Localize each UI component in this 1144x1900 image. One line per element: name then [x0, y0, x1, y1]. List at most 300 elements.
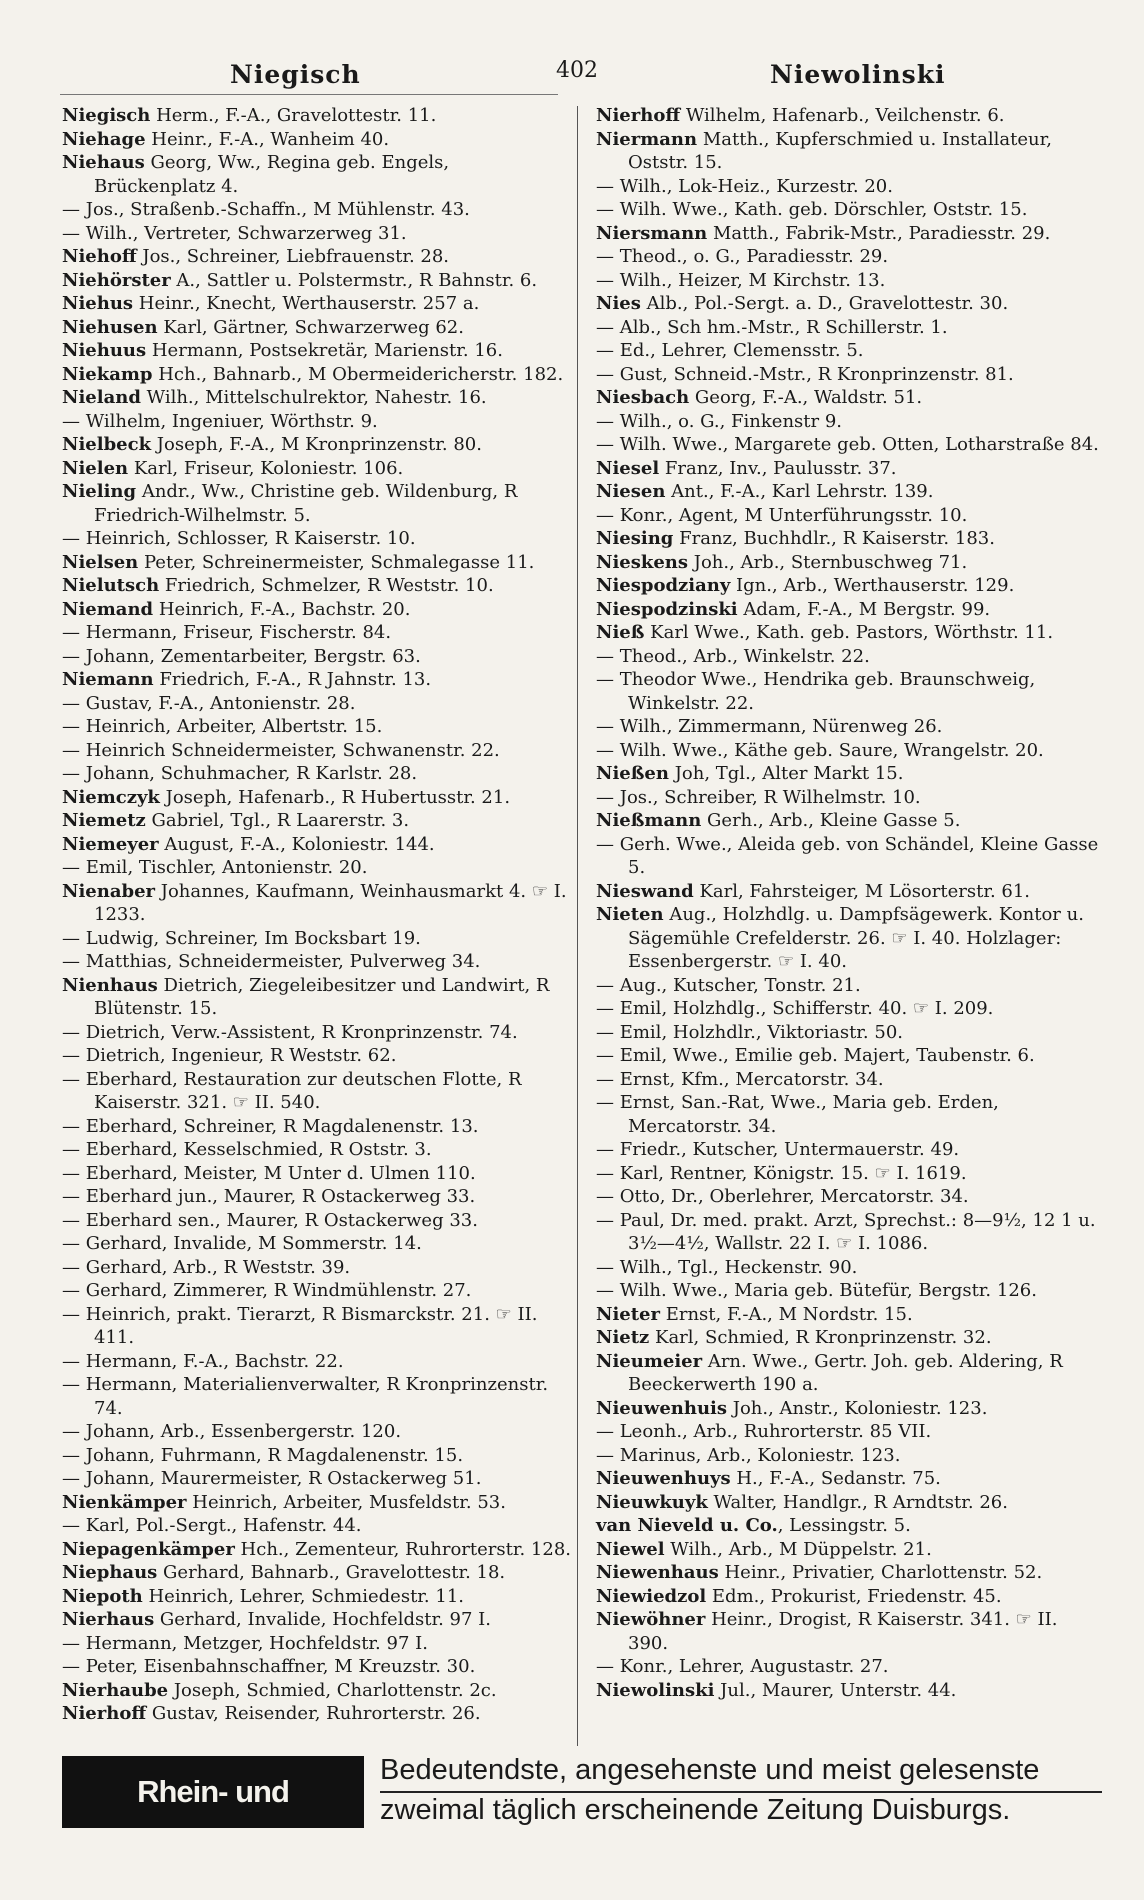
entry-surname: Niewöhner: [596, 1609, 706, 1630]
entry-details: — Gerh. Wwe., Aleida geb. von Schändel, Kleine Gasse 5.: [596, 833, 1099, 878]
entry-details: — Konr., Lehrer, Augustastr. 27.: [596, 1656, 889, 1677]
entry-details: Georg, Ww., Regina geb. Engels, Brückenplatz 4.: [94, 152, 450, 197]
entry-surname: Niegisch: [62, 105, 151, 126]
entry-details: Heinr., Privatier, Charlottenstr. 52.: [718, 1562, 1043, 1583]
entry-details: — Emil, Holzhdlr., Viktoriastr. 50.: [596, 1021, 904, 1043]
entry-surname: Niewolinski: [596, 1679, 715, 1701]
entry-surname: Niermann: [596, 128, 698, 150]
entry-details: Karl Wwe., Kath. geb. Pastors, Wörthstr. 11.: [644, 622, 1054, 643]
directory-entry: [62, 880, 572, 927]
entry-details: Heinrich, Lehrer, Schmiedestr. 11.: [142, 1585, 464, 1607]
entry-surname: Nieskens: [596, 551, 689, 573]
entry-details: Wilh., Mittelschulrektor, Nahestr. 16.: [140, 387, 487, 408]
column-divider: [577, 106, 578, 1746]
entry-details: Adam, F.-A., M Bergstr. 99.: [737, 598, 991, 620]
directory-entry: [62, 339, 572, 363]
directory-entry: [62, 574, 572, 598]
entry-surname: Niehage: [62, 128, 146, 150]
directory-entry: [596, 668, 1101, 715]
entry-details: Joseph, F.-A., M Kronprinzenstr. 80.: [151, 434, 482, 455]
entry-details: — Alb., Sch hm.-Mstr., R Schillerstr. 1.: [596, 316, 948, 338]
entry-details: Gerh., Arb., Kleine Gasse 5.: [701, 810, 961, 831]
entry-details: Hermann, Postsekretär, Marienstr. 16.: [146, 340, 503, 361]
entry-details: Alb., Pol.-Sergt. a. D., Gravelottestr. 30.: [640, 293, 1009, 314]
entry-details: Ernst, F.-A., M Nordstr. 15.: [660, 1303, 913, 1325]
entry-details: — Matthias, Schneidermeister, Pulverweg 34.: [62, 951, 481, 972]
entry-details: Karl, Fahrsteiger, M Lösorterstr. 61.: [693, 880, 1031, 902]
entry-details: Matth., Fabrik-Mstr., Paradiesstr. 29.: [707, 222, 1051, 244]
directory-entry: [596, 1044, 1101, 1068]
directory-entry: [596, 1467, 1101, 1491]
entry-surname: Niesel: [596, 457, 660, 479]
entry-details: — Karl, Rentner, Königstr. 15. ☞ I. 1619.: [596, 1162, 967, 1184]
entry-details: — Johann, Zementarbeiter, Bergstr. 63.: [62, 645, 421, 667]
entry-details: — Heinrich, prakt. Tierarzt, R Bismarckstr. 21. ☞ II. 411.: [62, 1303, 538, 1348]
entry-surname: Niewenhaus: [596, 1562, 719, 1583]
entry-surname: Nieland: [62, 387, 141, 408]
directory-entry: [62, 1279, 572, 1303]
entry-details: — Theod., Arb., Winkelstr. 22.: [596, 645, 870, 667]
directory-entry: [596, 480, 1101, 504]
directory-entry: [62, 598, 572, 622]
entry-details: — Paul, Dr. med. prakt. Arzt, Sprechst.: 8—9½, 12 1 u. 3½—4½, Wallstr. 22 I. ☞ I. 1086.: [596, 1209, 1096, 1254]
directory-entry: [596, 1326, 1101, 1350]
directory-entry: [596, 128, 1101, 175]
entry-details: Edm., Prokurist, Friedenstr. 45.: [706, 1585, 1002, 1607]
directory-entry: [62, 1585, 572, 1609]
directory-entry: [62, 1185, 572, 1209]
directory-entry: [596, 551, 1101, 575]
entry-details: — Marinus, Arb., Koloniestr. 123.: [596, 1444, 901, 1466]
entry-details: — Johann, Maurermeister, R Ostackerweg 51.: [62, 1468, 482, 1489]
entry-details: Gabriel, Tgl., R Laarerstr. 3.: [145, 810, 410, 831]
entry-surname: Niehoff: [62, 246, 137, 267]
directory-entry: [62, 856, 572, 880]
directory-entry: [62, 1467, 572, 1491]
entry-details: Heinr., Drogist, R Kaiserstr. 341. ☞ II. 390.: [628, 1609, 1058, 1654]
directory-entry: [596, 527, 1101, 551]
entry-surname: Nienhaus: [62, 974, 158, 996]
entry-surname: Niehusen: [62, 316, 158, 338]
directory-entry: [62, 833, 572, 857]
entry-details: — Wilh., Vertreter, Schwarzerweg 31.: [62, 222, 407, 244]
directory-entry: [62, 715, 572, 739]
entry-details: Arn. Wwe., Gertr. Joh. geb. Aldering, R Beeckerwerth 190 a.: [628, 1350, 1063, 1395]
entry-surname: Nielutsch: [62, 575, 160, 596]
directory-entry: [62, 1256, 572, 1280]
entry-details: — Gerhard, Zimmerer, R Windmühlenstr. 27.: [62, 1280, 472, 1301]
directory-entry: [596, 997, 1101, 1021]
entry-surname: Niesen: [596, 481, 666, 502]
entry-details: — Hermann, Metzger, Hochfeldstr. 97 I.: [62, 1632, 428, 1654]
directory-entry: [596, 1279, 1101, 1303]
header-right-keyword: Niewolinski: [770, 60, 946, 89]
directory-entry: [596, 880, 1101, 904]
directory-entry: [62, 1679, 572, 1703]
entry-details: — Wilh., Heizer, M Kirchstr. 13.: [596, 269, 886, 291]
entry-surname: Niemeyer: [62, 833, 159, 855]
directory-entry: [596, 339, 1101, 363]
entry-details: — Dietrich, Verw.-Assistent, R Kronprinzenstr. 74.: [62, 1021, 518, 1043]
directory-entry: [596, 1655, 1101, 1679]
entry-surname: Niespodziany: [596, 575, 731, 596]
entry-surname: Niespodzinski: [596, 598, 738, 620]
entry-details: — Emil, Tischler, Antonienstr. 20.: [62, 857, 368, 878]
directory-entry: [62, 1373, 572, 1420]
directory-entry: [62, 363, 572, 387]
entry-surname: Niepagenkämper: [62, 1538, 235, 1560]
directory-entry: [62, 410, 572, 434]
entry-details: — Heinrich, Arbeiter, Albertstr. 15.: [62, 716, 383, 737]
header-rule: [60, 94, 558, 95]
entry-details: Ign., Arb., Werthauserstr. 129.: [730, 575, 1015, 596]
entry-details: Joh, Tgl., Alter Markt 15.: [668, 763, 904, 784]
entry-details: — Hermann, Materialienverwalter, R Kronprinzenstr. 74.: [62, 1374, 549, 1419]
directory-entry: [62, 1138, 572, 1162]
entry-details: — Wilh. Wwe., Margarete geb. Otten, Lotharstraße 84.: [596, 434, 1099, 455]
directory-entry: [596, 809, 1101, 833]
entry-surname: Niewiedzol: [596, 1585, 707, 1607]
directory-entry: [62, 950, 572, 974]
entry-surname: Nieuwkuyk: [596, 1491, 708, 1513]
entry-surname: Niekamp: [62, 363, 153, 385]
entry-details: — Ernst, Kfm., Mercatorstr. 34.: [596, 1068, 884, 1090]
entry-surname: Nießmann: [596, 810, 702, 831]
directory-entry: [62, 1303, 572, 1350]
entry-surname: Nieumeier: [596, 1350, 703, 1372]
entry-details: — Leonh., Arb., Ruhrorterstr. 85 VII.: [596, 1421, 932, 1442]
entry-details: — Gerhard, Arb., R Weststr. 39.: [62, 1256, 351, 1278]
entry-details: — Aug., Kutscher, Tonstr. 21.: [596, 974, 861, 996]
directory-entry: [62, 1561, 572, 1585]
directory-entry: [596, 245, 1101, 269]
directory-entry: [62, 1162, 572, 1186]
directory-entry: [62, 1491, 572, 1515]
entry-surname: Niehörster: [62, 269, 171, 291]
directory-entry: [596, 715, 1101, 739]
directory-entry: [62, 292, 572, 316]
entry-details: — Heinrich Schneidermeister, Schwanenstr. 22.: [62, 739, 500, 761]
directory-entry: [596, 786, 1101, 810]
directory-entry: [596, 1514, 1101, 1538]
directory-entry: [596, 1185, 1101, 1209]
entry-surname: Niehus: [62, 293, 134, 314]
entry-surname: Nieling: [62, 481, 137, 502]
directory-entry: [62, 1115, 572, 1139]
directory-entry: [62, 198, 572, 222]
directory-entry: [62, 222, 572, 246]
directory-entry: [596, 974, 1101, 998]
entry-details: Georg, F.-A., Waldstr. 51.: [689, 387, 923, 408]
entry-surname: Nießen: [596, 763, 669, 784]
directory-entry: [596, 1420, 1101, 1444]
directory-entry: [596, 222, 1101, 246]
banner-divider: [380, 1791, 1102, 1793]
directory-entry: [596, 1256, 1101, 1280]
header-left-keyword: Niegisch: [230, 60, 361, 89]
entry-details: Franz, Buchhdlr., R Kaiserstr. 183.: [673, 528, 995, 549]
entry-details: Gustav, Reisender, Ruhrorterstr. 26.: [146, 1703, 481, 1724]
entry-details: — Otto, Dr., Oberlehrer, Mercatorstr. 34.: [596, 1186, 969, 1207]
entry-details: Wilh., Arb., M Düppelstr. 21.: [664, 1538, 932, 1560]
directory-entry: [62, 151, 572, 198]
directory-entry: [596, 1444, 1101, 1468]
directory-entry: [596, 1538, 1101, 1562]
directory-entry: [62, 1021, 572, 1045]
directory-entry: [596, 739, 1101, 763]
directory-entry: [62, 551, 572, 575]
entry-details: Johannes, Kaufmann, Weinhausmarkt 4. ☞ I. 1233.: [94, 880, 567, 925]
entry-surname: Nielbeck: [62, 434, 152, 455]
directory-entry: [596, 1209, 1101, 1256]
directory-entry: [62, 645, 572, 669]
banner-line-2: zweimal täglich erscheinende Zeitung Duisburgs.: [380, 1794, 1011, 1826]
directory-entry: [596, 269, 1101, 293]
right-column: [596, 104, 1101, 1702]
entry-details: , Lessingstr. 5.: [777, 1515, 911, 1536]
entry-details: Wilhelm, Hafenarb., Veilchenstr. 6.: [680, 105, 1005, 126]
entry-details: — Eberhard sen., Maurer, R Ostackerweg 33.: [62, 1209, 478, 1231]
entry-surname: Niesing: [596, 528, 674, 549]
entry-surname: Nies: [596, 293, 641, 314]
entry-details: Gerhard, Invalide, Hochfeldstr. 97 I.: [154, 1609, 491, 1630]
directory-entry: [596, 833, 1101, 880]
entry-details: — Gust, Schneid.-Mstr., R Kronprinzenstr. 81.: [596, 363, 1014, 385]
directory-entry: [62, 1538, 572, 1562]
entry-details: Dietrich, Ziegeleibesitzer und Landwirt, R Blütenstr. 15.: [94, 974, 550, 1019]
entry-surname: Nielsen: [62, 551, 139, 573]
entry-surname: Niepoth: [62, 1585, 143, 1607]
entry-details: Heinr., Knecht, Werthauserstr. 257 a.: [133, 293, 480, 314]
directory-entry: [62, 1444, 572, 1468]
page-number: 402: [556, 58, 598, 83]
directory-entry: [596, 762, 1101, 786]
directory-entry: [596, 292, 1101, 316]
entry-details: Jul., Maurer, Unterstr. 44.: [714, 1679, 957, 1701]
entry-details: Jos., Schreiner, Liebfrauenstr. 28.: [136, 246, 450, 267]
entry-details: — Eberhard, Schreiner, R Magdalenenstr. 13.: [62, 1115, 479, 1137]
entry-surname: Niemann: [62, 669, 154, 690]
directory-entry: [62, 809, 572, 833]
entry-details: — Jos., Straßenb.-Schaffn., M Mühlenstr. 43.: [62, 199, 470, 220]
directory-entry: [62, 1044, 572, 1068]
entry-surname: Niephaus: [62, 1562, 158, 1583]
entry-details: Karl, Gärtner, Schwarzerweg 62.: [157, 316, 464, 338]
advertisement-banner: [62, 1752, 1102, 1881]
entry-details: — Gustav, F.-A., Antonienstr. 28.: [62, 692, 356, 714]
newspaper-logo: Rhein- und Ruhrzeitung: [62, 1756, 364, 1828]
entry-surname: Nienkämper: [62, 1491, 187, 1513]
entry-surname: Nierhoff: [596, 105, 681, 126]
entry-surname: Niesbach: [596, 387, 690, 408]
directory-entry: [596, 1138, 1101, 1162]
entry-surname: Nieuwenhuys: [596, 1468, 731, 1489]
entry-details: August, F.-A., Koloniestr. 144.: [158, 833, 435, 855]
directory-entry: [62, 1608, 572, 1632]
directory-entry: [596, 1561, 1101, 1585]
directory-entry: [596, 574, 1101, 598]
directory-entry: [596, 386, 1101, 410]
directory-entry: [62, 527, 572, 551]
entry-details: — Wilh., Tgl., Heckenstr. 90.: [596, 1256, 858, 1278]
directory-entry: [596, 1091, 1101, 1138]
entry-details: — Emil, Wwe., Emilie geb. Majert, Taubenstr. 6.: [596, 1045, 1035, 1066]
entry-surname: Niehuus: [62, 340, 147, 361]
banner-line-1: Bedeutendste, angesehenste und meist gelesenste: [380, 1754, 1040, 1786]
entry-details: Heinr., F.-A., Wanheim 40.: [145, 128, 390, 150]
directory-entry: [596, 1679, 1101, 1703]
directory-entry: [62, 1655, 572, 1679]
entry-details: Herm., F.-A., Gravelottestr. 11.: [150, 105, 437, 126]
entry-surname: Niersmann: [596, 222, 708, 244]
entry-surname: Niewel: [596, 1538, 665, 1560]
directory-entry: [62, 1420, 572, 1444]
directory-entry: [62, 668, 572, 692]
directory-entry: [62, 480, 572, 527]
entry-details: — Ludwig, Schreiner, Im Bocksbart 19.: [62, 927, 421, 949]
entry-details: Matth., Kupferschmied u. Installateur, Oststr. 15.: [628, 128, 1052, 173]
left-column: [62, 104, 572, 1726]
directory-entry: [62, 269, 572, 293]
entry-surname: Niemczyk: [62, 786, 160, 808]
entry-surname: Nieuwenhuis: [596, 1397, 728, 1419]
entry-details: Aug., Holzhdlg. u. Dampfsägewerk. Kontor u. Sägemühle Crefelderstr. 26. ☞ I. 40. Holzlager: Essenbergerstr. ☞ I. 40.: [628, 904, 1084, 972]
directory-entry: [62, 386, 572, 410]
entry-details: Andr., Ww., Christine geb. Wildenburg, R Friedrich-Wilhelmstr. 5.: [94, 481, 518, 526]
entry-surname: Nieter: [596, 1303, 660, 1325]
entry-details: — Ernst, San.-Rat, Wwe., Maria geb. Erden, Mercatorstr. 34.: [596, 1092, 999, 1137]
entry-surname: Nietz: [596, 1327, 650, 1348]
directory-entry: [596, 645, 1101, 669]
entry-details: — Hermann, Friseur, Fischerstr. 84.: [62, 622, 392, 643]
entry-details: Franz, Inv., Paulusstr. 37.: [659, 457, 897, 479]
entry-details: — Wilh., Lok-Heiz., Kurzestr. 20.: [596, 175, 893, 197]
entry-surname: Nierhaus: [62, 1609, 155, 1630]
entry-details: — Wilh., o. G., Finkenstr 9.: [596, 410, 843, 432]
directory-entry: [62, 762, 572, 786]
entry-details: — Eberhard, Restauration zur deutschen Flotte, R Kaiserstr. 321. ☞ II. 540.: [62, 1068, 522, 1113]
entry-details: — Theodor Wwe., Hendrika geb. Braunschweig, Winkelstr. 22.: [596, 669, 1036, 714]
entry-details: — Ed., Lehrer, Clemensstr. 5.: [596, 340, 864, 361]
directory-entry: [62, 1232, 572, 1256]
directory-entry: [62, 974, 572, 1021]
directory-entry: [596, 104, 1101, 128]
entry-surname: Niehaus: [62, 152, 145, 173]
entry-details: — Dietrich, Ingenieur, R Weststr. 62.: [62, 1045, 397, 1066]
entry-details: — Emil, Holzhdlg., Schifferstr. 40. ☞ I. 209.: [596, 998, 994, 1019]
directory-entry: [62, 433, 572, 457]
entry-details: A., Sattler u. Polstermstr., R Bahnstr. 6.: [170, 269, 538, 291]
entry-details: — Eberhard, Meister, M Unter d. Ulmen 110.: [62, 1162, 476, 1184]
entry-details: Hch., Bahnarb., M Obermeidericherstr. 182.: [152, 363, 564, 385]
entry-details: — Wilh., Zimmermann, Nürenweg 26.: [596, 716, 943, 737]
directory-entry: [596, 1397, 1101, 1421]
entry-details: — Wilh. Wwe., Maria geb. Bütefür, Bergstr. 126.: [596, 1280, 1037, 1301]
entry-details: H., F.-A., Sedanstr. 75.: [730, 1468, 941, 1489]
entry-surname: Nieswand: [596, 880, 694, 902]
directory-entry: [596, 198, 1101, 222]
directory-entry: [596, 363, 1101, 387]
entry-details: — Konr., Agent, M Unterführungsstr. 10.: [596, 504, 968, 526]
directory-entry: [596, 1021, 1101, 1045]
entry-details: Friedrich, F.-A., R Jahnstr. 13.: [153, 669, 432, 690]
entry-details: Ant., F.-A., Karl Lehrstr. 139.: [665, 481, 934, 502]
entry-details: — Karl, Pol.-Sergt., Hafenstr. 44.: [62, 1515, 362, 1536]
directory-entry: [596, 903, 1101, 974]
entry-details: Joh., Anstr., Koloniestr. 123.: [727, 1397, 988, 1419]
directory-entry: [596, 433, 1101, 457]
entry-surname: Nieß: [596, 622, 645, 643]
directory-entry: [62, 245, 572, 269]
directory-entry: [62, 316, 572, 340]
entry-surname: Nienaber: [62, 880, 156, 902]
directory-entry: [596, 1303, 1101, 1327]
directory-entry: [62, 621, 572, 645]
directory-entry: [62, 1702, 572, 1726]
entry-details: — Hermann, F.-A., Bachstr. 22.: [62, 1350, 344, 1372]
entry-surname: Nielen: [62, 457, 129, 479]
directory-entry: [62, 457, 572, 481]
entry-details: Friedrich, Schmelzer, R Weststr. 10.: [159, 575, 494, 596]
entry-details: — Gerhard, Invalide, M Sommerstr. 14.: [62, 1233, 422, 1254]
directory-entry: [62, 1632, 572, 1656]
entry-details: — Eberhard, Kesselschmied, R Oststr. 3.: [62, 1139, 432, 1160]
directory-entry: [62, 1514, 572, 1538]
entry-details: — Friedr., Kutscher, Untermauerstr. 49.: [596, 1139, 960, 1160]
directory-entry: [596, 316, 1101, 340]
entry-details: Karl, Schmied, R Kronprinzenstr. 32.: [649, 1327, 992, 1348]
entry-details: — Theod., o. G., Paradiesstr. 29.: [596, 246, 889, 267]
directory-entry: [596, 1491, 1101, 1515]
entry-details: Joseph, Hafenarb., R Hubertusstr. 21.: [159, 786, 511, 808]
directory-entry: [596, 621, 1101, 645]
entry-details: Joseph, Schmied, Charlottenstr. 2c.: [168, 1679, 497, 1701]
entry-details: Gerhard, Bahnarb., Gravelottestr. 18.: [157, 1562, 506, 1583]
directory-entry: [62, 739, 572, 763]
entry-details: — Heinrich, Schlosser, R Kaiserstr. 10.: [62, 528, 416, 549]
entry-details: Heinrich, Arbeiter, Musfeldstr. 53.: [186, 1491, 506, 1513]
directory-entry: [62, 786, 572, 810]
entry-details: — Johann, Schuhmacher, R Karlstr. 28.: [62, 763, 418, 784]
directory-entry: [62, 104, 572, 128]
entry-surname: Nierhaube: [62, 1679, 169, 1701]
directory-entry: [596, 1585, 1101, 1609]
entry-details: Walter, Handlgr., R Arndtstr. 26.: [707, 1491, 1008, 1513]
entry-details: Heinrich, F.-A., Bachstr. 20.: [153, 598, 411, 620]
directory-entry: [596, 1350, 1101, 1397]
directory-entry: [596, 410, 1101, 434]
entry-details: — Jos., Schreiber, R Wilhelmstr. 10.: [596, 786, 921, 808]
directory-entry: [62, 1350, 572, 1374]
entry-details: Joh., Arb., Sternbuschweg 71.: [688, 551, 968, 573]
directory-entry: [596, 457, 1101, 481]
directory-entry: [596, 175, 1101, 199]
entry-details: Karl, Friseur, Koloniestr. 106.: [128, 457, 404, 479]
directory-entry: [62, 1209, 572, 1233]
directory-entry: [62, 927, 572, 951]
entry-surname: Niemetz: [62, 810, 146, 831]
entry-details: — Peter, Eisenbahnschaffner, M Kreuzstr. 30.: [62, 1656, 476, 1677]
entry-surname: van Nieveld u. Co.: [596, 1515, 778, 1536]
directory-entry: [62, 1068, 572, 1115]
entry-details: — Johann, Fuhrmann, R Magdalenenstr. 15.: [62, 1444, 464, 1466]
entry-details: — Eberhard jun., Maurer, R Ostackerweg 33.: [62, 1186, 476, 1207]
directory-entry: [596, 1162, 1101, 1186]
directory-entry: [596, 504, 1101, 528]
entry-details: — Wilh. Wwe., Kath. geb. Dörschler, Oststr. 15.: [596, 199, 1028, 220]
directory-entry: [596, 1608, 1101, 1655]
entry-surname: Nierhoff: [62, 1703, 147, 1724]
